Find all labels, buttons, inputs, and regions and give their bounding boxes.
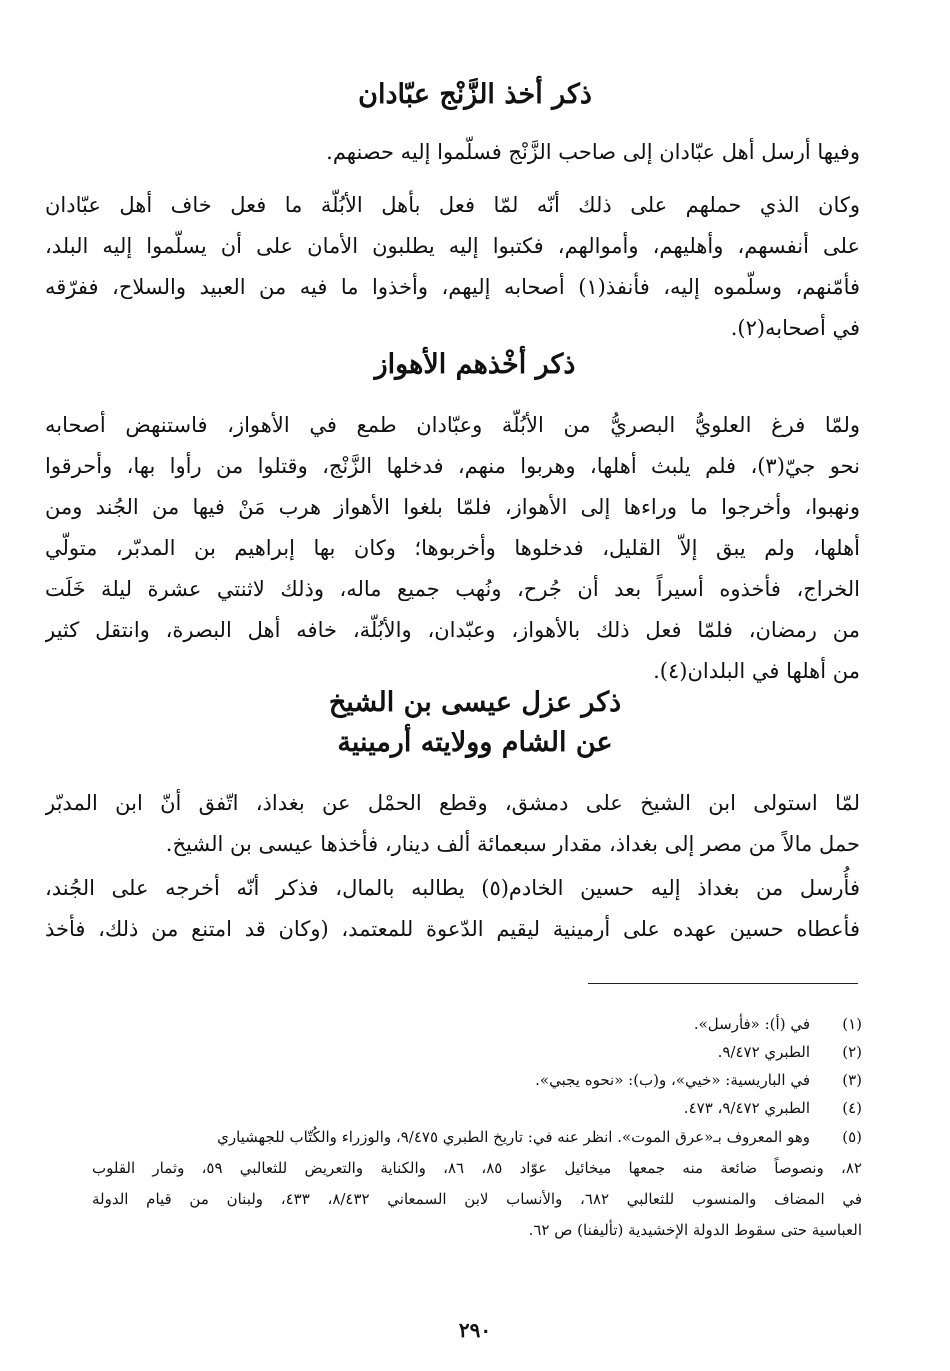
footnote-number: (٤) [842, 1099, 862, 1117]
footnote-text: في الباريسية: «خيي»، و(ب): «نحوه يجبي». [535, 1071, 810, 1089]
footnote-continuation-line: ٨٢، ونصوصاً ضائعة منه جمعها ميخائيل عوّاد ٨٥، ٨٦، والكناية والتعريض للثعالبي ٥٩، وثمار القلوب [92, 1159, 862, 1177]
footnote [92, 1125, 862, 1149]
paragraph-line: وفيها أرسل أهل عبّادان إلى صاحب الزَّنْج فسلّموا إليه حصنهم. [326, 140, 860, 164]
footnote [92, 1040, 862, 1064]
paragraph-line: من رمضان، فلمّا فعل ذلك بالأهواز، وعبّدان، والأبُلّة، خافه أهل البصرة، وانتقل كثير [45, 618, 860, 642]
paragraph-line: من أهلها في البلدان(٤). [653, 659, 860, 683]
footnote [92, 1096, 862, 1120]
footnote-number: (١) [842, 1015, 862, 1033]
footnote-text: وهو المعروف بـ«عرق الموت». انظر عنه في: تاريخ الطبري ٩/٤٧٥، والوزراء والكُتّاب للجهشياري [217, 1128, 810, 1146]
footnote-text: في (أ): «فأرسل». [693, 1015, 810, 1033]
paragraph-line: في أصحابه(٢). [730, 316, 860, 340]
paragraph-line: فأمّنهم، وسلّموه إليه، فأنفذ(١) أصحابه إليهم، وأخذوا ما فيه من العبيد والسلاح، ففرّقه [45, 275, 860, 299]
paragraph-line: حمل مالاً من مصر إلى بغداذ، مقدار سبعمائة ألف دينار، فأخذها عيسى بن الشيخ. [165, 832, 860, 856]
paragraph-line: نحو جيّ(٣)، فلم يلبث أهلها، وهربوا منهم، فدخلها الزَّنْج، وقتلوا من رأوا بها، وأحرقوا [45, 454, 860, 478]
heading-ahwaz: ذكر أخْذهم الأهواز [374, 349, 576, 380]
page-number: ٢٩٠ [458, 1318, 492, 1342]
paragraph-line: ونهبوا، وأخرجوا ما وراءها إلى الأهواز، فلمّا بلغوا الأهواز هرب مَنْ فيها من الجُند ومن [45, 495, 860, 519]
footnote [92, 1012, 862, 1036]
heading-isa-dismissal-line2: عن الشام وولايته أرمينية [337, 727, 613, 758]
footnote [92, 1068, 862, 1092]
paragraph-line: وكان الذي حملهم على ذلك أنّه لمّا فعل بأهل الأبُلّة ما فعل خاف أهل عبّادان [45, 193, 860, 217]
paragraph-line: فأعطاه حسين عهده على أرمينية ليقيم الدّعوة للمعتمد، (وكان قد امتنع من ذلك، فأخذ [45, 917, 860, 941]
paragraph-line: أهلها، ولم يبق إلاّ القليل، فدخلوها وأخربوها؛ وكان بها إبراهيم بن المدبّر، متولّي [45, 536, 860, 560]
paragraph-line: لمّا استولى ابن الشيخ على دمشق، وقطع الحمْل عن بغداذ، اتّفق أنّ ابن المدبّر [45, 791, 860, 815]
heading-zanj-abbadan: ذكر أخذ الزَّنْج عبّادان [358, 79, 592, 110]
paragraph-line: الخراج، فأخذوه أسيراً بعد أن جُرح، ونُهب جميع ماله، وذلك لاثنتي عشرة ليلة خَلَت [45, 577, 860, 601]
footnote-number: (٥) [842, 1128, 862, 1146]
footnote-text: الطبري ٩/٤٧٢. [717, 1043, 810, 1061]
heading-isa-dismissal-line1: ذكر عزل عيسى بن الشيخ [328, 687, 622, 718]
footnote-divider [588, 983, 858, 984]
paragraph-line: ولمّا فرغ العلويُّ البصريُّ من الأبُلّة وعبّادان طمع في الأهواز، فاستنهض أصحابه [45, 413, 860, 437]
footnote-number: (٢) [842, 1043, 862, 1061]
footnote-continuation-line: في المضاف والمنسوب للثعالبي ٦٨٢، والأنساب لابن السمعاني ٨/٤٣٢، ٤٣٣، ولبنان من قيام الدولة [92, 1190, 862, 1208]
footnote-text: الطبري ٩/٤٧٢، ٤٧٣. [683, 1099, 810, 1117]
footnote-continuation-line: العباسية حتى سقوط الدولة الإخشيدية (تأليفنا) ص ٦٢. [528, 1221, 862, 1239]
footnote-number: (٣) [842, 1071, 862, 1089]
paragraph-line: على أنفسهم، وأهليهم، وأموالهم، فكتبوا إليه يطلبون الأمان على أن يسلّموا إليه البلد، [45, 234, 860, 258]
paragraph-line: فأُرسل من بغداذ إليه حسين الخادم(٥) يطالبه بالمال، فذكر أنّه أخرجه على الجُند، [45, 876, 860, 900]
